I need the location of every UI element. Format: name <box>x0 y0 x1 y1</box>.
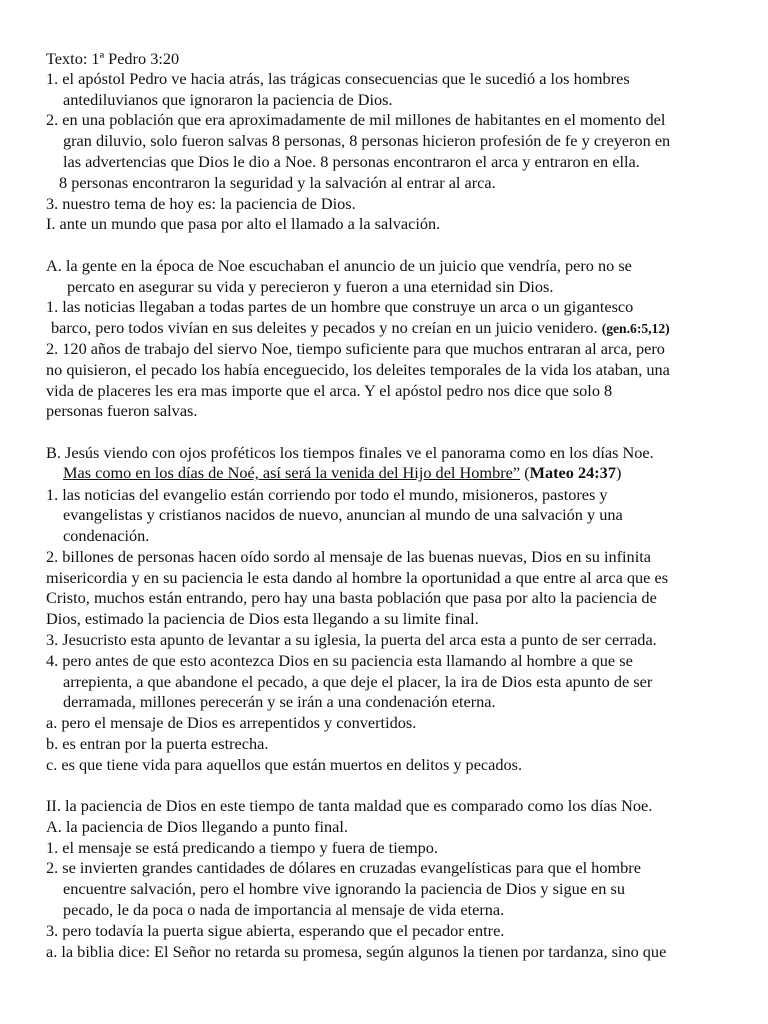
text-line: derramada, millones perecerán y se irán a una condenación eterna. <box>63 692 496 711</box>
text-line: a. la biblia dice: El Señor no retarda su promesa, según algunos la tienen por tardanza, sino que <box>46 942 667 961</box>
text-line: 2. 120 años de trabajo del siervo Noe, tiempo suficiente para que muchos entraran al arca, pero <box>46 339 665 358</box>
text-line: A. la gente en la época de Noe escuchaban el anuncio de un juicio que vendría, pero no se <box>46 256 632 275</box>
text-line: percato en asegurar su vida y perecieron y fueron a una eternidad sin Dios. <box>67 277 554 296</box>
text-line: 8 personas encontraron la seguridad y la salvación al entrar al arca. <box>59 173 496 192</box>
text-line: arrepienta, a que abandone el pecado, a que deje el placer, la ira de Dios esta apunto de ser <box>63 672 653 691</box>
text-line: 1. el apóstol Pedro ve hacia atrás, las trágicas consecuencias que le sucedió a los hombres <box>46 69 630 88</box>
text-line: evangelistas y cristianos nacidos de nuevo, anuncian al mundo de una salvación y una <box>63 505 623 524</box>
text-line: a. pero el mensaje de Dios es arrepentidos y convertidos. <box>46 713 417 732</box>
text-line <box>63 463 621 483</box>
scripture-quote: Mas como en los días de Noé, así será la venida del Hijo del Hombre” <box>63 463 521 482</box>
text-line: 3. nuestro tema de hoy es: la paciencia de Dios. <box>46 194 356 213</box>
text-line: gran diluvio, solo fueron salvas 8 personas, 8 personas hicieron profesión de fe y creyeron en <box>63 131 671 150</box>
text-line: Dios, estimado la paciencia de Dios esta llegando a su limite final. <box>46 609 479 628</box>
text-run: ( <box>524 463 530 482</box>
text-run: ) <box>615 463 622 482</box>
text-line: condenación. <box>63 526 150 545</box>
text-line: c. es que tiene vida para aquellos que están muertos en delitos y pecados. <box>46 755 523 774</box>
text-line: antediluvianos que ignoraron la paciencia de Dios. <box>63 90 393 109</box>
text-line: 3. pero todavía la puerta sigue abierta, esperando que el pecador entre. <box>46 921 505 940</box>
text-line: 1. las noticias llegaban a todas partes de un hombre que construye un arca o un gigantesco <box>46 297 634 316</box>
text-line: B. Jesús viendo con ojos proféticos los tiempos finales ve el panorama como en los días Noe. <box>46 443 654 462</box>
text-line: las advertencias que Dios le dio a Noe. 8 personas encontraron el arca y entraron en ella. <box>63 152 640 171</box>
text-line: 2. billones de personas hacen oído sordo al mensaje de las buenas nuevas, Dios en su infinita <box>46 547 651 566</box>
text-line: 3. Jesucristo esta apunto de levantar a su iglesia, la puerta del arca esta a punto de ser cerrada. <box>46 630 657 649</box>
text-line: 4. pero antes de que esto acontezca Dios en su paciencia esta llamando al hombre a que se <box>46 651 633 670</box>
text-line: pecado, le da poca o nada de importancia al mensaje de vida eterna. <box>63 900 505 919</box>
text-line: no quisieron, el pecado los había enceguecido, los deleites temporales de la vida los ataban, una <box>46 360 670 379</box>
text-line: vida de placeres les era mas importe que el arca. Y el apóstol pedro nos dice que solo 8 <box>46 381 613 400</box>
bible-reference: Mateo 24:37 <box>529 463 616 482</box>
text-line: personas fueron salvas. <box>46 401 198 420</box>
text-line: 1. el mensaje se está predicando a tiempo y fuera de tiempo. <box>46 838 438 857</box>
text-line: misericordia y en su paciencia le esta dando al hombre la oportunidad a que entre al arca que es <box>46 568 669 587</box>
text-run: barco, pero todos vivían en sus deleites y pecados y no creían en un juicio venidero. <box>51 318 598 337</box>
text-line: II. la paciencia de Dios en este tiempo de tanta maldad que es comparado como los días Noe. <box>46 796 653 815</box>
text-line: b. es entran por la puerta estrecha. <box>46 734 269 753</box>
text-line: encuentre salvación, pero el hombre vive ignorando la paciencia de Dios y sigue en su <box>63 879 625 898</box>
text-line <box>51 318 670 339</box>
text-line: A. la paciencia de Dios llegando a punto final. <box>46 817 349 836</box>
text-line: 2. se invierten grandes cantidades de dólares en cruzadas evangelísticas para que el hombre <box>46 858 641 877</box>
text-line: 1. las noticias del evangelio están corriendo por todo el mundo, misioneros, pastores y <box>46 485 608 504</box>
text-line: Cristo, muchos están entrando, pero hay una basta población que pasa por alto la paciencia de <box>46 588 657 607</box>
text-line: Texto: 1ª Pedro 3:20 <box>46 49 180 68</box>
bible-reference: (gen.6:5,12) <box>601 321 670 336</box>
text-line: 2. en una población que era aproximadamente de mil millones de habitantes en el momento del <box>46 110 666 129</box>
text-line: I. ante un mundo que pasa por alto el llamado a la salvación. <box>46 214 441 233</box>
